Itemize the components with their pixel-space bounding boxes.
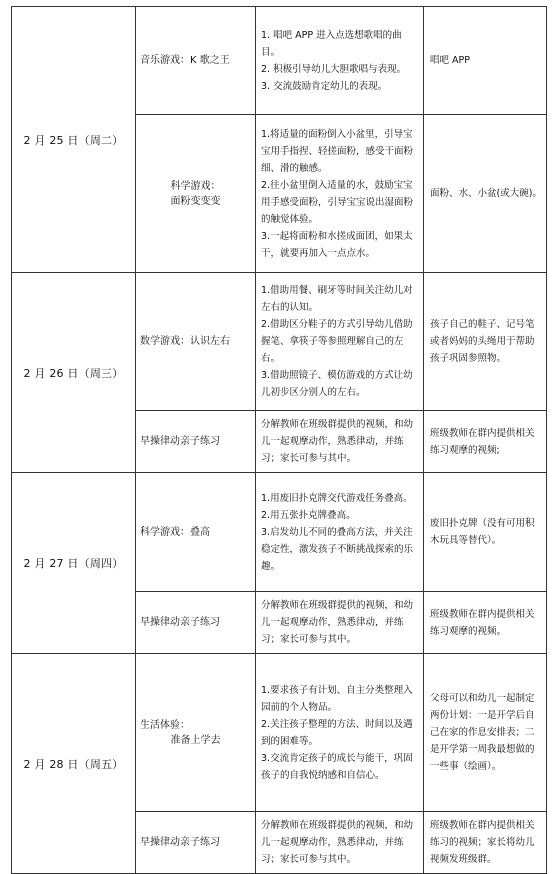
date-cell: 2 月 26 日（周三） xyxy=(12,273,136,473)
step-item: 2.借助区分鞋子的方式引导幼儿借助握笔、拿筷子等参照理解自己的左右。 xyxy=(261,319,413,364)
step-item: 3.启发幼儿不同的叠高方法，并关注稳定性，激发孩子不断挑战探索的乐趣。 xyxy=(261,526,414,572)
step-item: 分解教师在班级群提供的视频，和幼儿一起观摩动作，熟悉律动，并练习；家长可参与其中。 xyxy=(261,419,414,464)
activity-name: 生活体验： 准备上学去 xyxy=(136,654,256,812)
step-item: 3.借助照镜子、模仿游戏的方式让幼儿初步区分别人的左右。 xyxy=(261,370,413,398)
activity-steps xyxy=(256,654,424,812)
step-item: 1.要求孩子有计划、自主分类整理入园前的个人物品。 xyxy=(261,684,413,713)
activity-name: 早操律动亲子练习 xyxy=(136,812,256,874)
activity-materials: 班级教师在群内提供相关练习观摩的视频; xyxy=(424,411,547,473)
activity-materials: 废旧扑克牌（没有可用积木玩具等替代）。 xyxy=(424,473,547,592)
activity-materials: 父母可以和幼儿一起制定两份计划：一是开学后自己在家的作息安排表；二是开学第一周我最想做的一些事（绘画）。 xyxy=(424,654,547,812)
step-item: 1.借助用餐、刷牙等时间关注幼儿对左右的认知。 xyxy=(261,285,413,313)
step-item: 2.用五张扑克牌叠高。 xyxy=(261,509,356,521)
step-item: 2. 积极引导幼儿大胆歌唱与表现。 xyxy=(261,63,407,75)
activity-materials: 班级教师在群内提供相关练习观摩的视频。 xyxy=(424,592,547,654)
step-item: 3.交流肯定孩子的成长与能干，巩固孩子的自我悦纳感和自信心。 xyxy=(261,752,413,781)
activity-name: 数学游戏：认识左右 xyxy=(136,273,256,411)
activity-name: 早操律动亲子练习 xyxy=(136,411,256,473)
step-item: 1.将适量的面粉倒入小盆里，引导宝宝用手指捏、轻搓面粉，感受干面粉细、滑的触感。 xyxy=(261,128,414,174)
activity-name: 科学游戏： 面粉变变变 xyxy=(136,115,256,273)
step-item: 2.关注孩子整理的方法、时间以及遇到的困难等。 xyxy=(261,718,413,747)
step-item: 2.往小盆里倒入适量的水，鼓励宝宝用手感受面粉，引导宝宝说出湿面粉的触觉体验。 xyxy=(261,179,414,225)
table-row xyxy=(12,273,547,411)
activity-steps xyxy=(256,473,424,592)
activity-name: 音乐游戏：K 歌之王 xyxy=(136,7,256,115)
activity-name: 早操律动亲子练习 xyxy=(136,592,256,654)
activity-steps xyxy=(256,592,424,654)
date-cell: 2 月 28 日（周五） xyxy=(12,654,136,874)
activity-materials: 孩子自己的鞋子、记号笔或者妈妈的头绳用于帮助孩子巩固参照物。 xyxy=(424,273,547,411)
activity-materials: 唱吧 APP xyxy=(424,7,547,115)
activity-materials: 班级教师在群内提供相关练习的视频；家长将幼儿视频发班级群。 xyxy=(424,812,547,874)
step-item: 3.一起将面粉和水搓成面团，如果太干，就要再加入一点点水。 xyxy=(261,230,413,259)
table-row xyxy=(12,473,547,592)
table-row xyxy=(12,7,547,115)
activity-steps xyxy=(256,411,424,473)
activity-steps xyxy=(256,7,424,115)
step-item: 分解教师在班级群提供的视频，和幼儿一起观摩动作，熟悉律动，并练习；家长可参与其中。 xyxy=(261,820,414,865)
step-item: 1.用废旧扑克牌交代游戏任务叠高。 xyxy=(261,492,413,504)
step-item: 3. 交流鼓励肯定幼儿的表现。 xyxy=(261,80,388,92)
activity-steps xyxy=(256,273,424,411)
step-item: 分解教师在班级群提供的视频，和幼儿一起观摩动作，熟悉律动，并练习；家长可参与其中。 xyxy=(261,600,414,645)
table-row xyxy=(12,654,547,812)
date-cell: 2 月 25 日（周二） xyxy=(12,7,136,273)
weekly-activity-table xyxy=(11,6,547,874)
activity-steps xyxy=(256,812,424,874)
activity-steps xyxy=(256,115,424,273)
date-cell: 2 月 27 日（周四） xyxy=(12,473,136,654)
activity-name: 科学游戏：叠高 xyxy=(136,473,256,592)
step-item: 1. 唱吧 APP 进入点选想歌唱的曲目。 xyxy=(261,29,402,58)
activity-materials: 面粉、水、小盆(或大碗)。 xyxy=(424,115,547,273)
